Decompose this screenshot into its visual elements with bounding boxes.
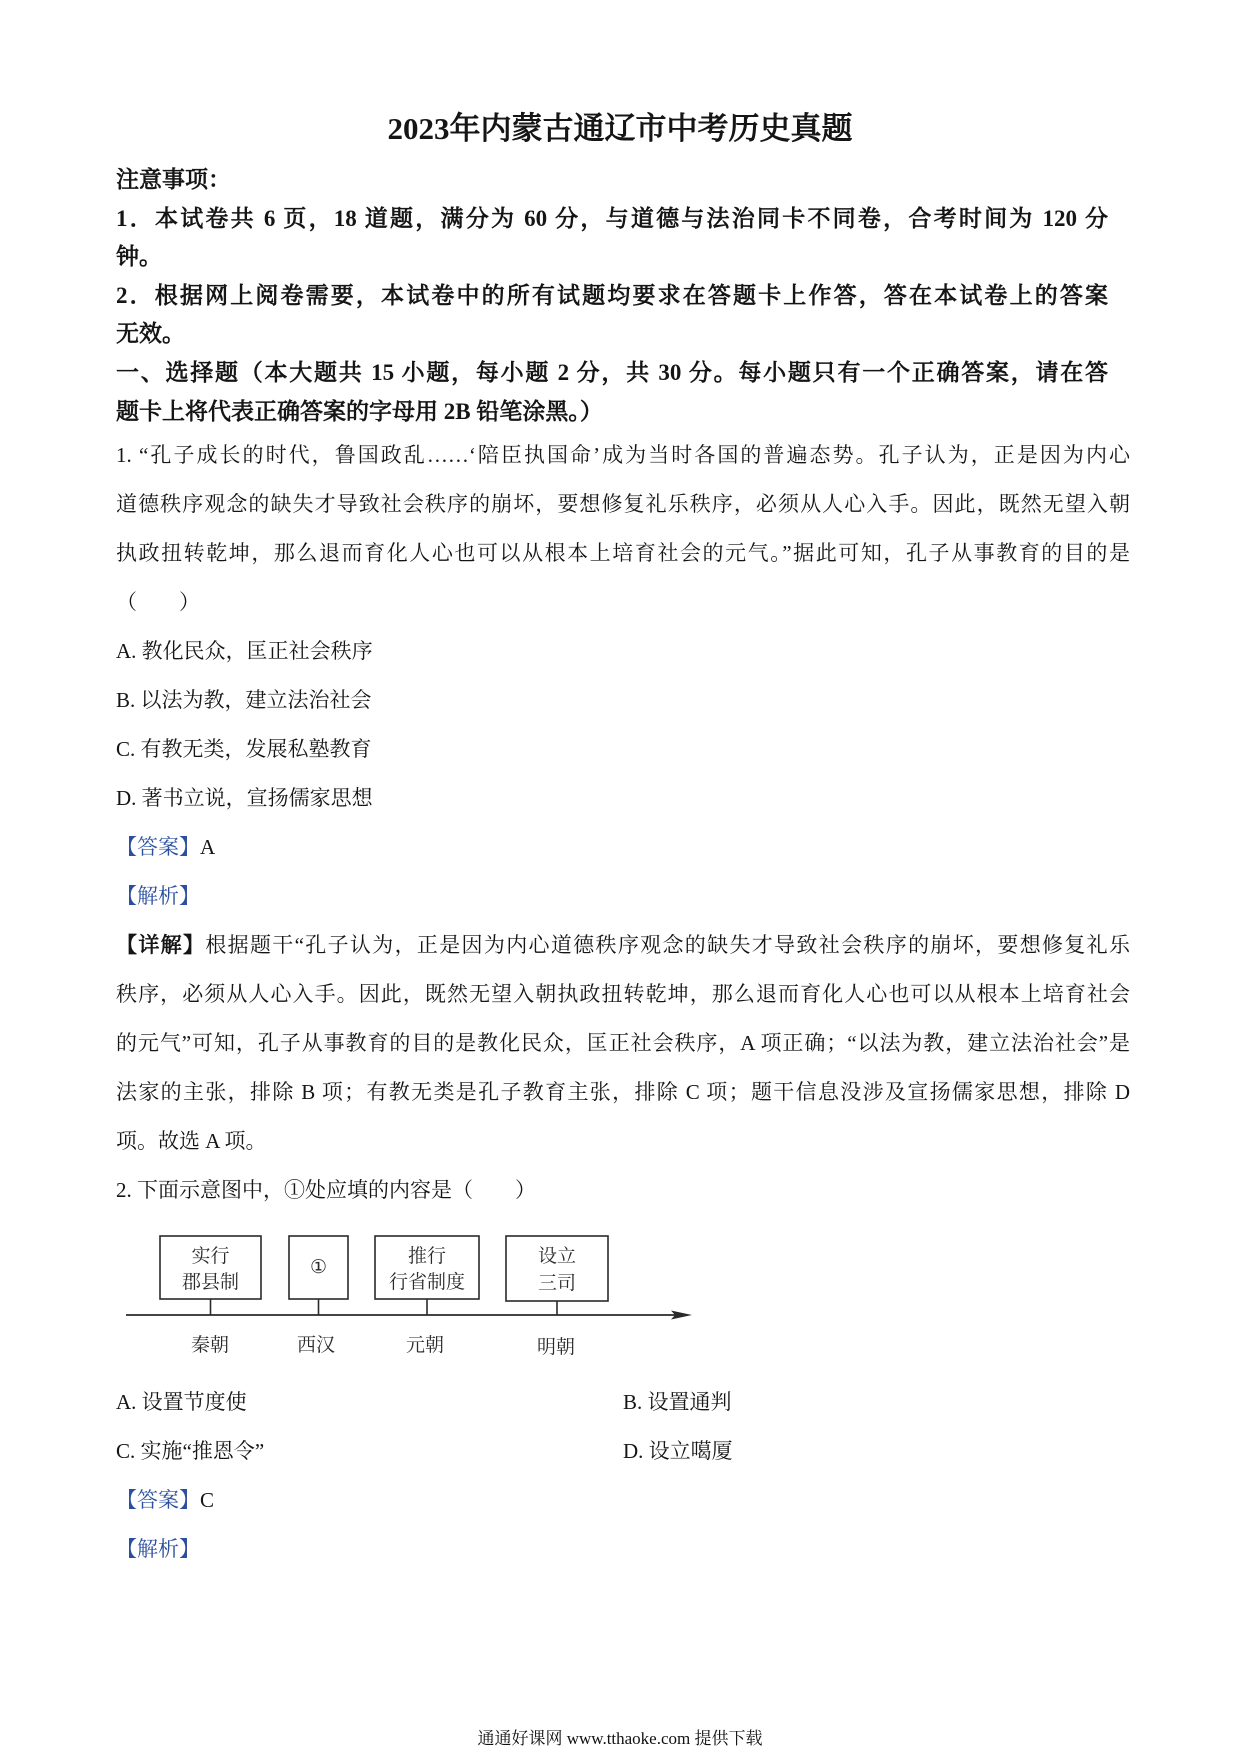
question-2-stem: 2. 下面示意图中，①处应填的内容是（ ） <box>116 1178 536 1202</box>
question-2-option-c: C. 实施“推恩令” <box>116 1439 265 1463</box>
question-1-answer-blank: （ ） <box>116 590 200 614</box>
question-1-option-c: C. 有教无类，发展私塾教育 <box>116 737 372 761</box>
question-2-answer <box>116 1476 1130 1525</box>
notice-line: 2．根据网上阅卷需要，本试卷中的所有试题均要求在答题卡上作答，答在本试卷上的答案 <box>116 282 1108 308</box>
notice-line: 无效。 <box>116 321 185 347</box>
question-2-option-b: B. 设置通判 <box>623 1390 732 1414</box>
diagram-box-qin-line2: 郡县制 <box>181 1271 240 1293</box>
notice-block <box>116 161 1108 431</box>
page-footer: 通通好课网 www.tthaoke.com 提供下载 <box>477 1729 763 1748</box>
question-2-option-d: D. 设立噶厦 <box>623 1439 733 1463</box>
diagram-box-yuan-line2: 行省制度 <box>388 1271 466 1293</box>
timeline-diagram <box>100 1225 720 1365</box>
section-heading-line: 一、选择题（本大题共 15 小题，每小题 2 分，共 30 分。每小题只有一个正确答案，请在答 <box>116 359 1108 385</box>
question-1-option-b: B. 以法为教，建立法治社会 <box>116 688 372 712</box>
question-1-option-d: D. 著书立说，宣扬儒家思想 <box>116 786 373 810</box>
timeline-label-qin: 秦朝 <box>190 1334 230 1356</box>
timeline-label-ming: 明朝 <box>536 1336 576 1358</box>
question-2-analysis <box>116 1525 1130 1574</box>
question-2-tail <box>116 1378 1130 1574</box>
answer-label: 【答案】 <box>116 835 200 859</box>
diagram-box-yuan-line1: 推行 <box>407 1245 447 1267</box>
answer-label: 【答案】 <box>116 1488 200 1512</box>
notice-line: 钟。 <box>116 244 162 270</box>
diagram-box-qin-line1: 实行 <box>191 1245 230 1267</box>
question-1-detail-line: 项。故选 A 项。 <box>116 1129 267 1153</box>
question-1-analysis <box>116 872 1130 921</box>
question-1-detail-line <box>116 921 1130 970</box>
question-1-detail-line: 法家的主张，排除 B 项；有教无类是孔子教育主张，排除 C 项；题干信息没涉及宣扬儒家思想，排除 D <box>116 1080 1130 1104</box>
timeline-label-xihan: 西汉 <box>296 1334 336 1356</box>
question-1-stem-line: 1. “孔子成长的时代，鲁国政乱……‘陪臣执国命’成为当时各国的普遍态势。孔子认为，正是因为内心 <box>116 443 1130 467</box>
section-heading-line: 题卡上将代表正确答案的字母用 2B 铅笔涂黑。） <box>116 398 603 424</box>
question-2-option-a: A. 设置节度使 <box>116 1390 247 1414</box>
notice-line: 1．本试卷共 6 页，18 道题，满分为 60 分，与道德与法治同卡不同卷，合考时间为 120 分 <box>116 205 1108 231</box>
question-1-stem-line: 执政扭转乾坤，那么退而育化人心也可以从根本上培育社会的元气。”据此可知，孔子从事教育的目的是 <box>116 541 1130 565</box>
notice-heading: 注意事项： <box>116 167 231 192</box>
answer-value: A <box>200 835 216 859</box>
answer-value: C <box>200 1488 215 1512</box>
question-1-detail-line: 的元气”可知，孔子从事教育的目的是教化民众，匡正社会秩序，A 项正确；“以法为教，建立法治社会”是 <box>116 1031 1130 1055</box>
diagram-box-blank-marker: ① <box>309 1256 328 1278</box>
question-1-answer <box>116 823 1130 872</box>
question-1-detail-line: 秩序，必须从人心入手。因此，既然无望入朝执政扭转乾坤，那么退而育化人心也可以从根本上培育社会 <box>116 982 1130 1006</box>
question-2-options-row <box>116 1378 1130 1427</box>
diagram-box-ming-line1: 设立 <box>537 1245 577 1267</box>
detail-label: 【详解】 <box>116 933 206 957</box>
diagram-box-ming-line2: 三司 <box>537 1272 577 1294</box>
detail-text: 根据题干“孔子认为，正是因为内心道德秩序观念的缺失才导致社会秩序的崩坏，要想修复礼乐 <box>205 933 1130 957</box>
page-title: 2023年内蒙古通辽市中考历史真题 <box>387 111 853 146</box>
question-1 <box>116 431 1130 1215</box>
question-2-options-row <box>116 1427 1130 1476</box>
analysis-label: 【解析】 <box>116 884 200 908</box>
question-1-option-a: A. 教化民众，匡正社会秩序 <box>116 639 373 663</box>
question-1-stem-line: 道德秩序观念的缺失才导致社会秩序的崩坏，要想修复礼乐秩序，必须从人心入手。因此，既然无望入朝 <box>116 492 1130 516</box>
timeline-label-yuan: 元朝 <box>405 1334 445 1356</box>
analysis-label: 【解析】 <box>116 1537 200 1561</box>
